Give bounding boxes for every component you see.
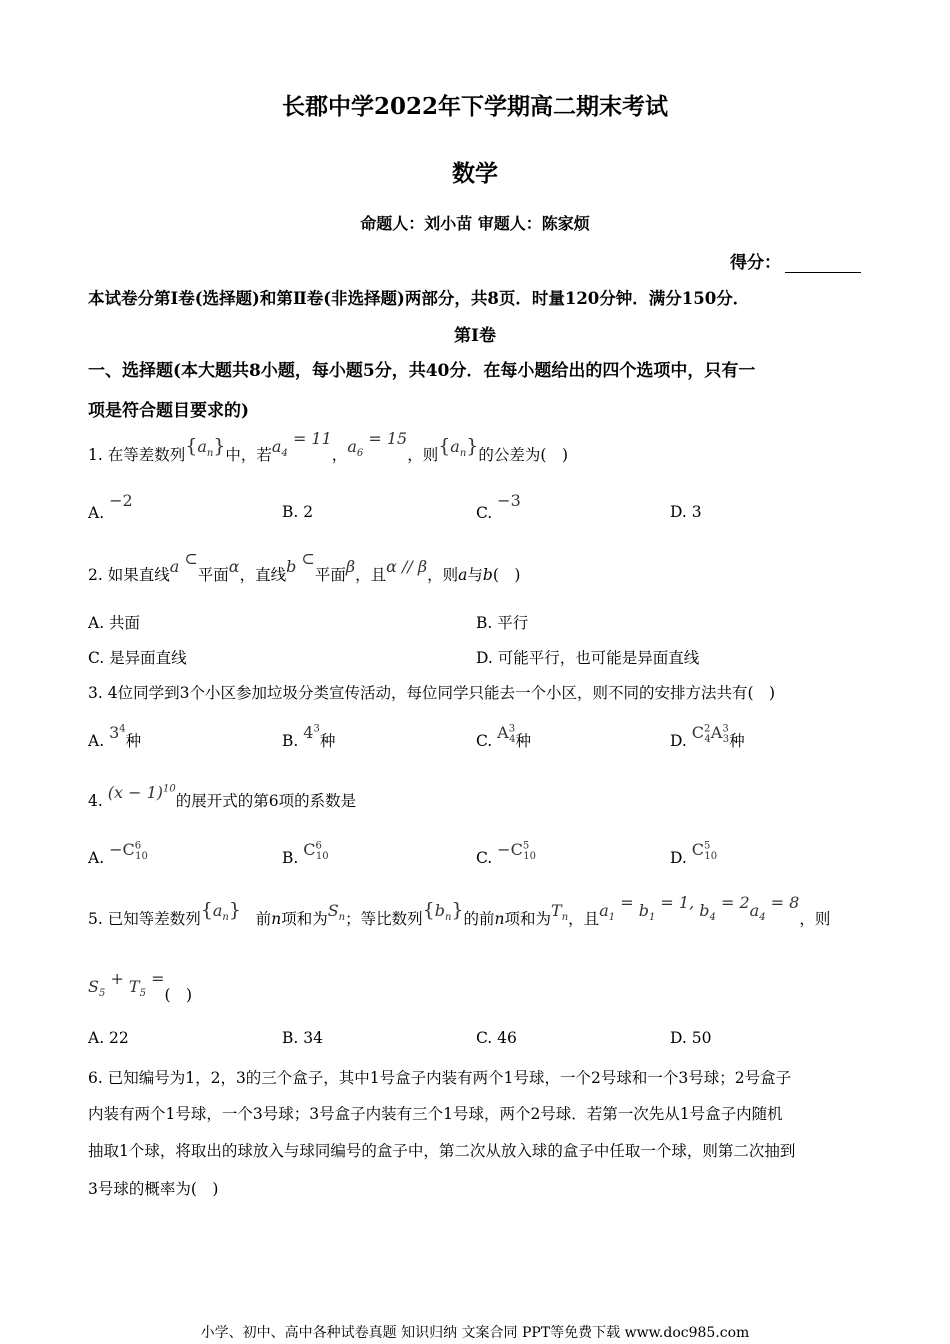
q4-option-c: C. $-C^5_{10}$ (476, 840, 536, 867)
section-heading-line2: 项是符合题目要求的) (88, 401, 250, 421)
q3-option-c: C. $A^3_4$种 (476, 723, 531, 750)
question-1: 1. 在等差数列$\{a_n\}$中，若$a_4 = 11$，$a_6 = 15$，则$\{a_n\}$的公差为( ) (88, 429, 568, 464)
question-6-line2: 内装有两个1号球，一个3号球；3号盒子内装有三个1号球，两个2号球．若第一次先从1号盒子内随机 (88, 1105, 783, 1123)
question-4: 4. $(x - 1)^{10}$的展开式的第6项的系数是 (88, 783, 357, 810)
exam-title: 长郡中学2022年下学期高二期末考试 (281, 93, 668, 120)
score-label: 得分： (730, 253, 781, 273)
exam-subject: 数学 (452, 160, 498, 187)
exam-intro: 本试卷分第Ⅰ卷(选择题)和第Ⅱ卷(非选择题)两部分，共8页．时量120分钟．满分150分． (88, 289, 750, 308)
page-footer: 小学、初中、高中各种试卷真题 知识归纳 文案合同 PPT等免费下载 www.doc985.com (200, 1325, 750, 1341)
volume-heading: 第Ⅰ卷 (454, 326, 496, 346)
question-2: 2. 如果直线a ⊂平面α，直线b ⊂平面β，且α // β，则a与b( ) (88, 549, 521, 584)
question-6-line1: 6. 已知编号为1，2，3的三个盒子，其中1号盒子内装有两个1号球，一个2号球和一个3号球；2号盒子 (88, 1069, 792, 1087)
q3-option-b: B. $4^3$种 (282, 723, 336, 750)
q2-option-d: D. 可能平行，也可能是异面直线 (476, 649, 700, 667)
q2-option-a: A. 共面 (88, 614, 141, 632)
section-heading-line1: 一、选择题(本大题共8小题，每小题5分，共40分．在每小题给出的四个选项中，只有一 (88, 361, 756, 381)
q5-option-c: C. 46 (476, 1029, 517, 1047)
question-5-cont: $S_5 + T_5$ =( ) (88, 969, 193, 1004)
q1-option-a: A. −2 (88, 491, 133, 522)
q4-option-a: A. $-C^6_{10}$ (88, 840, 148, 867)
exam-authors: 命题人：刘小苗 审题人：陈家烦 (360, 214, 590, 233)
score-blank (785, 254, 861, 273)
q2-option-c: C. 是异面直线 (88, 649, 187, 667)
score-field (730, 248, 861, 273)
q4-option-b: B. $C^6_{10}$ (282, 840, 329, 867)
q3-option-a: A. $3^4$种 (88, 723, 142, 750)
q1-option-b: B. 2 (282, 503, 314, 521)
q3-option-d: D. $C^2_4A^3_3$种 (670, 723, 745, 750)
q5-option-a: A. 22 (88, 1029, 129, 1047)
q2-option-b: B. 平行 (476, 614, 529, 632)
question-6-line4: 3号球的概率为( ) (88, 1180, 219, 1198)
q5-option-d: D. 50 (670, 1029, 712, 1047)
q4-option-d: D. $C^5_{10}$ (670, 840, 718, 867)
q5-option-b: B. 34 (282, 1029, 323, 1047)
q1-option-d: D. 3 (670, 503, 702, 521)
q1-option-c: C. −3 (476, 491, 521, 522)
question-3: 3. 4位同学到3个小区参加垃圾分类宣传活动，每位同学只能去一个小区，则不同的安排方法共有( ) (88, 684, 776, 702)
question-5: 5. 已知等差数列$\{a_n\}$ 前n项和为$S_n$；等比数列$\{b_n\}$的前n项和为$T_n$，且$a_1 = b_1 = 1$, $b_4 = 2a_4 = 8$，则 (88, 893, 831, 928)
question-6-line3: 抽取1个球，将取出的球放入与球同编号的盒子中，第二次从放入球的盒子中任取一个球，则第二次抽到 (88, 1142, 796, 1160)
